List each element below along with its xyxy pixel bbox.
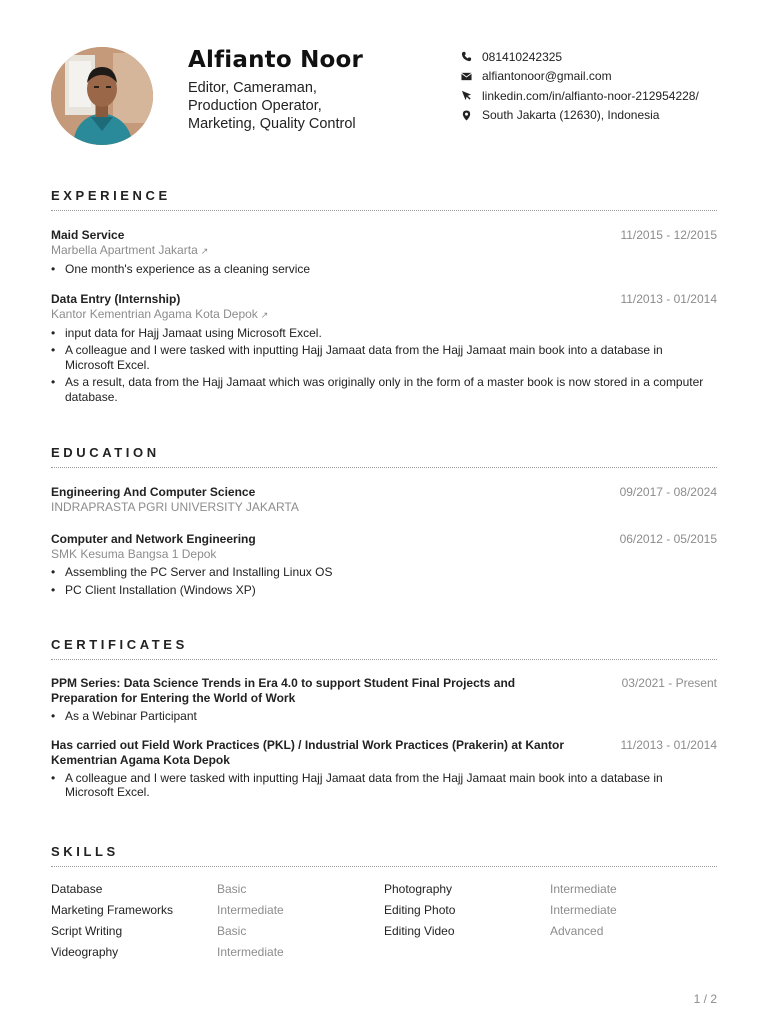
experience-role: Maid Service	[51, 228, 125, 242]
contact-linkedin[interactable]	[460, 86, 720, 106]
profile-photo	[51, 47, 153, 145]
job-title-line: Production Operator,	[188, 98, 322, 114]
job-title-line: Editor, Cameraman,	[188, 80, 317, 96]
skills-grid	[51, 882, 717, 972]
contact-linkedin-text[interactable]: linkedin.com/in/alfianto-noor-212954228/	[482, 88, 699, 103]
skill-name: Script Writing	[51, 924, 123, 938]
section-title: SKILLS	[51, 844, 119, 859]
experience-bullets	[51, 262, 717, 277]
section-title: CERTIFICATES	[51, 637, 188, 652]
skill-name: Videography	[51, 945, 119, 959]
certificate-name: Has carried out Field Work Practices (PKL) / Industrial Work Practices (Prakerin) at Kantor Kementrian Agama Kota Depok	[51, 737, 565, 767]
experience-org[interactable]: Marbella Apartment Jakarta	[51, 243, 198, 257]
section-title: EDUCATION	[51, 445, 160, 460]
certificate-entry	[51, 738, 717, 800]
experience-entry	[51, 228, 717, 277]
skill-name: Marketing Frameworks	[51, 903, 174, 917]
bullet-item: • As a Webinar Participant	[51, 709, 705, 724]
bullet-item: • A colleague and I were tasked with inputting Hajj Jamaat data from the Hajj Jamaat main book into a database in Microsoft Excel.	[51, 771, 705, 800]
contact-phone	[460, 47, 720, 67]
contact-email[interactable]	[460, 67, 720, 87]
section-divider	[51, 659, 717, 660]
skill-name: Editing Photo	[384, 903, 456, 917]
education-entry	[51, 532, 717, 597]
education-school: SMK Kesuma Bangsa 1 Depok	[51, 547, 217, 561]
external-link-icon: ↗	[200, 246, 209, 256]
contact-list	[460, 47, 720, 125]
section-divider	[51, 866, 717, 867]
experience-date: 11/2013 - 01/2014	[620, 291, 717, 306]
experience-section	[51, 188, 717, 407]
experience-org[interactable]: Kantor Kementrian Agama Kota Depok	[51, 306, 258, 321]
skill-level: Intermediate	[550, 903, 617, 917]
page-number: 1 / 2	[693, 992, 717, 1006]
bullet-item: • One month's experience as a cleaning service	[51, 262, 705, 277]
education-degree: Computer and Network Engineering	[51, 532, 256, 546]
skill-level: Basic	[217, 882, 247, 896]
job-title-line: Marketing, Quality Control	[188, 116, 356, 132]
skill-name: Editing Video	[384, 924, 455, 938]
profile-photo-image	[51, 47, 153, 145]
certificate-entry	[51, 676, 717, 724]
skills-section	[51, 844, 717, 972]
education-school: INDRAPRASTA PGRI UNIVERSITY JAKARTA	[51, 500, 299, 514]
certificate-name: PPM Series: Data Science Trends in Era 4.0 to support Student Final Projects and Preparation for Entering the World of Work	[51, 676, 516, 705]
experience-entry	[51, 292, 717, 405]
education-date: 06/2012 - 05/2015	[619, 532, 717, 546]
certificate-bullets	[51, 709, 717, 724]
candidate-name: Alfianto Noor	[188, 47, 364, 73]
skill-name: Photography	[384, 882, 453, 896]
external-link-icon: ↗	[260, 309, 269, 320]
experience-role: Data Entry (Internship)	[51, 291, 181, 306]
resume-header	[51, 47, 717, 147]
contact-email-text[interactable]: alfiantonoor@gmail.com	[482, 69, 612, 84]
experience-bullets	[51, 326, 717, 405]
mail-icon	[460, 70, 472, 82]
education-degree: Engineering And Computer Science	[51, 485, 256, 499]
job-titles	[188, 79, 388, 133]
bullet-item: • PC Client Installation (Windows XP)	[51, 583, 705, 598]
bullet-item: • Assembling the PC Server and Installing Linux OS	[51, 565, 705, 580]
skill-level: Intermediate	[217, 945, 284, 959]
skill-level: Intermediate	[550, 882, 617, 896]
bullet-item: • A colleague and I were tasked with inputting Hajj Jamaat data from the Hajj Jamaat main book into a database in Microsoft Excel.	[51, 343, 705, 372]
contact-location	[460, 106, 720, 126]
skill-level: Advanced	[550, 924, 604, 938]
bullet-item: • input data for Hajj Jamaat using Microsoft Excel.	[51, 326, 705, 341]
contact-phone-text: 081410242325	[482, 49, 563, 64]
location-pin-icon	[460, 109, 472, 121]
skill-level: Basic	[217, 924, 247, 938]
certificate-date: 11/2013 - 01/2014	[620, 737, 717, 752]
experience-date: 11/2015 - 12/2015	[620, 228, 717, 242]
skill-name: Database	[51, 882, 103, 896]
certificate-bullets	[51, 771, 717, 800]
skill-level: Intermediate	[217, 903, 284, 917]
section-divider	[51, 467, 717, 468]
certificate-date: 03/2021 - Present	[621, 676, 717, 690]
cursor-icon	[460, 90, 472, 102]
section-title: EXPERIENCE	[51, 188, 171, 203]
certificates-section	[51, 637, 717, 803]
experience-org-link[interactable]	[51, 243, 717, 259]
education-section	[51, 445, 717, 600]
bullet-item: • As a result, data from the Hajj Jamaat which was originally only in the form of a master book is now stored in a computer database.	[51, 375, 705, 404]
education-date: 09/2017 - 08/2024	[619, 485, 717, 499]
experience-org-link[interactable]	[51, 307, 717, 323]
contact-location-text: South Jakarta (12630), Indonesia	[482, 108, 660, 123]
section-divider	[51, 210, 717, 211]
education-bullets	[51, 565, 717, 597]
education-entry	[51, 485, 717, 515]
phone-icon	[460, 51, 472, 63]
